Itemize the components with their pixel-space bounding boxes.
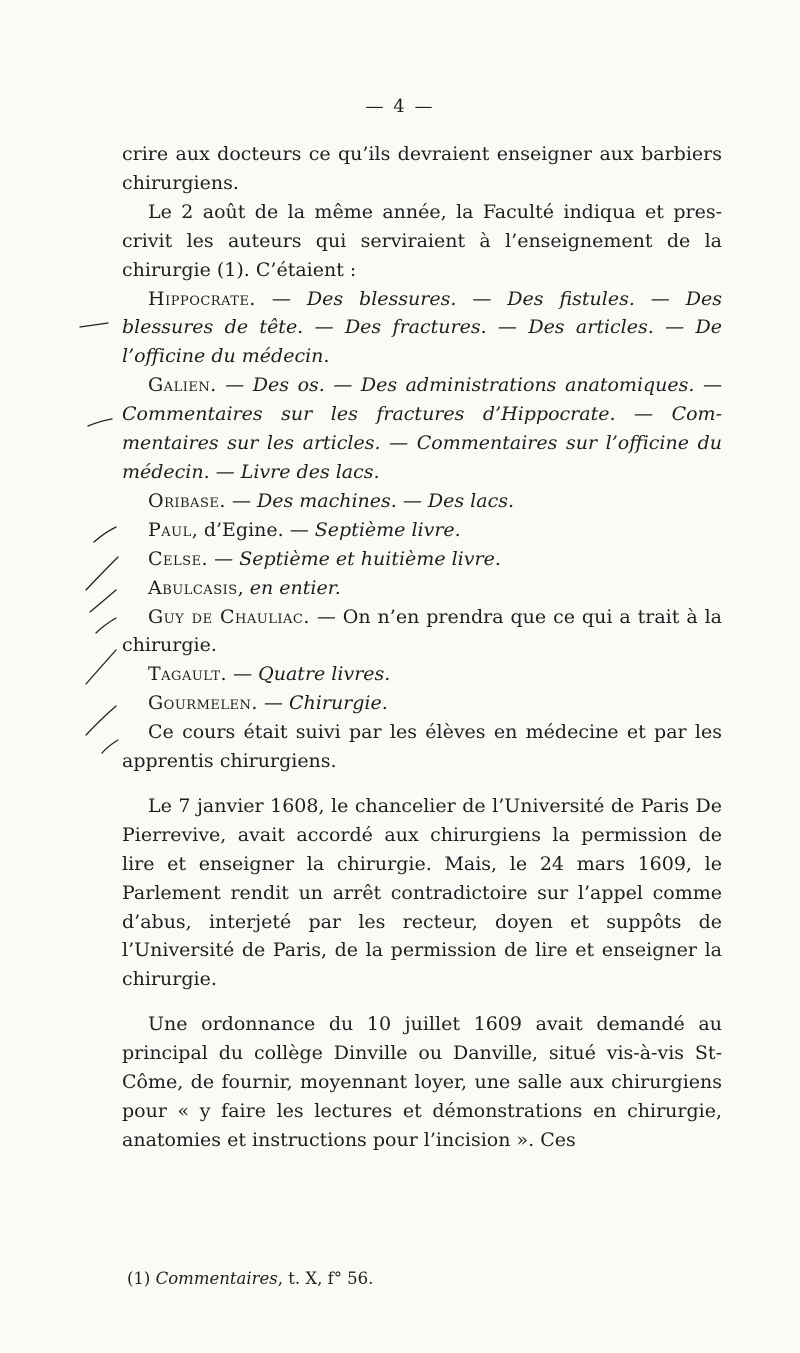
author-entry: [122, 545, 722, 574]
author-entry: [122, 660, 722, 689]
pencil-mark: [80, 323, 108, 327]
author-name: Gourmelen.: [148, 692, 258, 715]
author-works: en entier.: [249, 576, 341, 599]
pencil-mark: [96, 618, 116, 633]
author-suffix: ,: [237, 576, 244, 599]
footnote-marker: (1): [127, 1269, 151, 1288]
pencil-mark: [102, 740, 118, 753]
pencil-mark: [94, 527, 116, 542]
author-works: — Septième et huitième livre.: [214, 547, 501, 570]
author-suffix: , d’Egine. —: [191, 518, 309, 541]
main-text: [122, 140, 722, 1155]
author-suffix: — On n’en prendra que ce qui a trait à la chirurgie.: [122, 605, 722, 657]
page-number: — 4 —: [365, 96, 435, 117]
pencil-mark: [86, 557, 118, 590]
footnote: [127, 1268, 717, 1290]
author-entry: [122, 689, 722, 718]
author-works: — Chirurgie.: [263, 692, 388, 715]
author-entry: [122, 574, 722, 603]
author-works: Septième livre.: [314, 518, 461, 541]
january-paragraph: Le 7 janvier 1608, le chancelier de l’Université de Paris De Pierrevive, avait accordé aux chirurgiens la permission de lire et enseigner la chirurgie. Mais, le 24 mars 1609, le Parlement rendit un arrêt contradictoire sur l’appel comme d’abus, interjeté par les recteur, doyen et suppôts de l’Université de Paris, de la permission de lire et enseigner la chirurgie.: [122, 794, 722, 991]
author-name: Abulcasis: [148, 576, 238, 599]
author-entry: [122, 603, 722, 661]
author-works: — Des os. — Des administrations anatomiques. — Commentaires sur les fractures d’Hippocrate. — Commentaires sur les articles. — Commentaires sur l’officine du médecin. — Livre des lacs.: [122, 374, 722, 483]
author-name: Paul: [148, 518, 192, 541]
author-name: Guy de Chauliac.: [148, 605, 310, 628]
author-name: Celse.: [148, 547, 209, 570]
author-list: [122, 285, 722, 719]
author-entry: [122, 371, 722, 487]
author-works: — Quatre livres.: [233, 663, 391, 686]
footnote-title: Commentaires: [155, 1269, 278, 1288]
author-name: Galien.: [148, 374, 217, 397]
pencil-mark: [86, 706, 116, 735]
decree-paragraph: Le 2 août de la même année, la Faculté indiqua et prescrivit les auteurs qui serviraient à l’enseignement de la chirurgie (1). C’étaient :: [122, 200, 722, 281]
author-name: Tagault.: [148, 663, 228, 686]
footnote-rest: , t. X, f° 56.: [277, 1269, 374, 1288]
author-works: — Des machines. — Des lacs.: [231, 489, 514, 512]
author-works: — Des blessures. — Des fistules. — Des blessures de tête. — Des fractures. — Des articles. — De l’officine du médecin.: [122, 287, 722, 368]
author-name: Oribase.: [148, 489, 226, 512]
pencil-mark: [90, 590, 116, 612]
intro-paragraph: crire aux docteurs ce qu’ils devraient enseigner aux barbiers chirurgiens.: [122, 143, 722, 194]
pencil-mark: [88, 419, 112, 426]
course-paragraph: Ce cours était suivi par les élèves en médecine et par les apprentis chirurgiens.: [122, 721, 722, 773]
ordinance-paragraph: Une ordonnance du 10 juillet 1609 avait demandé au principal du collège Dinville ou Danville, situé vis-à-vis St-Côme, de fournir, moyennant loyer, une salle aux chirurgiens pour « y faire les lectures et démonstrations en chirurgie, anatomies et instructions pour l’incision ». Ces: [122, 1013, 722, 1151]
author-entry: [122, 516, 722, 545]
pencil-mark: [86, 650, 116, 684]
author-name: Hippocrate.: [148, 287, 256, 310]
author-entry: [122, 285, 722, 372]
author-entry: [122, 487, 722, 516]
